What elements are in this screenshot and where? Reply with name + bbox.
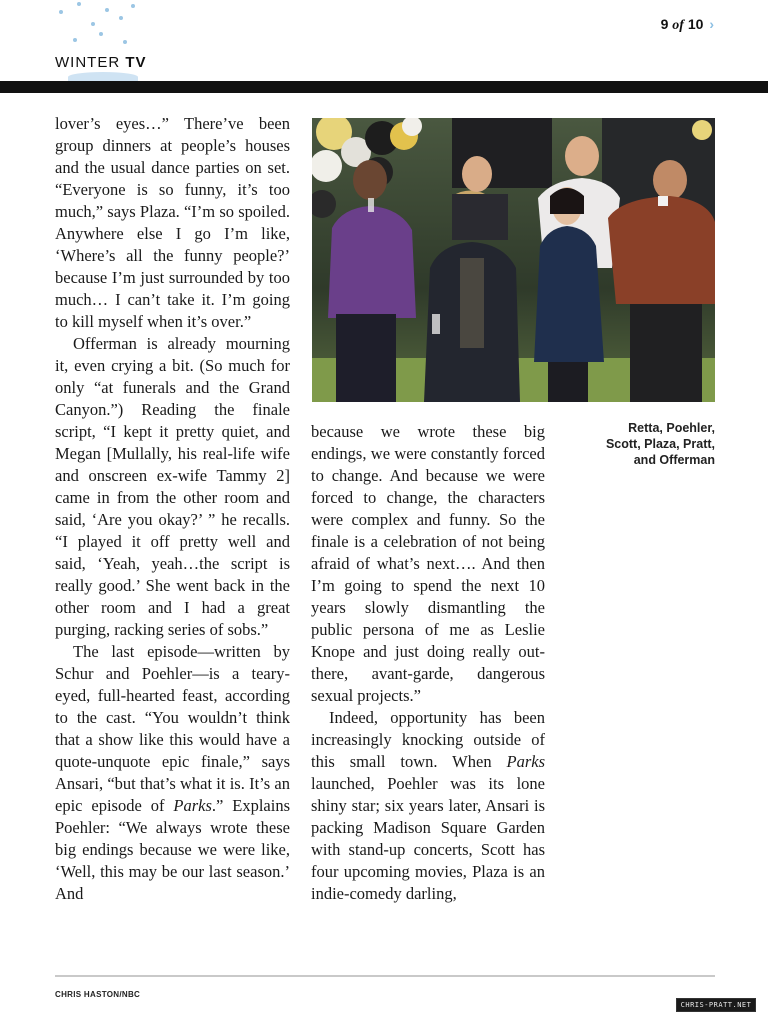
text-run: launched, Poehler was its lone shiny star; six years later, Ansari is packing Madison Square Garden with stand-up concerts, Scott has four upcoming movies, Plaza is an indie-comedy darling, [311, 774, 545, 903]
paragraph: lover’s eyes…” There’ve been group dinners at people’s houses and the usual dance parties on set. “Everyone is so funny, it’s too much,” says Plaza. “I’m so spoiled. Anywhere else I go I’m like, ‘Where’s all the funny people?’ because I’m just surrounded by too much… I can’t take it. I’m going to kill myself when it’s over.” [55, 114, 290, 331]
article-column-1 [55, 113, 290, 905]
page-current: 9 [660, 16, 669, 32]
page-indicator[interactable] [661, 16, 714, 34]
chevron-right-icon[interactable]: › [709, 16, 714, 32]
show-title: Parks [506, 752, 545, 771]
text-run: .” Explains Poehler: “We always wrote these big endings because we were like, ‘Well, this may be our last season.’ And [55, 796, 290, 903]
cast-photo [312, 118, 715, 402]
show-title: Parks [173, 796, 212, 815]
text-run: Indeed, opportunity has been increasingly knocking outside of this small town. When [311, 708, 545, 771]
section-word-2: TV [125, 54, 147, 71]
paragraph: Offerman is already mourning it, even crying a bit. (So much for only “at funerals and the Grand Canyon.”) Reading the finale script, “I kept it pretty quiet, and Megan [Mullally, his real-life wife and onscreen ex-wife Tammy 2] came in from the other room and said, ‘Are you okay?’ ” he recalls. “I played it off pretty well and said, ‘Yeah, yeah…the script is really good.’ She went back in the other room and I had a great purging, racking series of sobs.” [55, 334, 290, 639]
photo-credit: CHRIS HASTON/NBC [55, 990, 141, 999]
section-word-1: WINTER [55, 54, 121, 71]
section-label [55, 54, 147, 71]
page-total: 10 [687, 16, 704, 32]
article-column-2 [311, 421, 545, 905]
paragraph [311, 707, 545, 905]
footer-rule [55, 975, 715, 977]
paragraph [55, 641, 290, 905]
photo-caption [585, 420, 715, 468]
caption-line: Retta, Poehler, [628, 421, 715, 435]
paragraph: because we wrote these big endings, we were constantly forced to change. And because we were forced to change, the characters were complex and funny. So the finale is a celebration of not being afraid of what’s next…. And then I’m going to spend the next 10 years slowly dismantling the public persona of me as Leslie Knope and just doing really out-there, avant-garde, dangerous sexual projects.” [311, 422, 545, 705]
caption-line: and Offerman [633, 453, 715, 467]
snowflake-decoration [55, 0, 145, 55]
site-watermark[interactable]: CHRIS-PRATT.NET [676, 998, 756, 1012]
caption-line: Scott, Plaza, Pratt, [605, 437, 715, 451]
text-run: The last episode—written by Schur and Poehler—is a teary-eyed, full-hearted feast, according to the cast. “You wouldn’t think that a show like this would have a quote-unquote epic finale,” says Ansari, “but that’s what it is. It’s an epic episode of [55, 642, 290, 815]
header-bar [0, 81, 768, 93]
page-of: of [672, 18, 684, 33]
